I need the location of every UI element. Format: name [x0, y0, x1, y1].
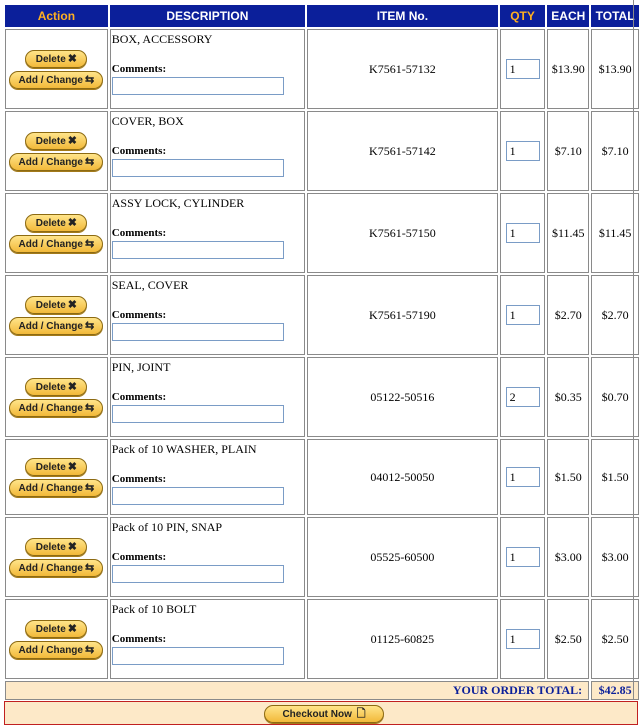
- description-cell: [110, 357, 305, 437]
- quantity-field[interactable]: [506, 629, 540, 649]
- cart-line-item: [5, 599, 639, 679]
- delete-label: Delete: [35, 53, 66, 65]
- comments-label: Comments:: [111, 551, 167, 563]
- comment-field[interactable]: [112, 323, 284, 341]
- description-cell: [110, 439, 305, 515]
- cart-line-item: [5, 193, 639, 273]
- comment-field[interactable]: [112, 241, 284, 259]
- comments-label: Comments:: [111, 309, 167, 321]
- add-change-button[interactable]: [9, 399, 103, 417]
- delete-button[interactable]: [25, 538, 87, 556]
- item-number: 05122-50516: [307, 357, 498, 437]
- action-cell: [5, 29, 108, 109]
- line-total: $2.50: [591, 599, 639, 679]
- item-description: PIN, JOINT: [111, 360, 171, 374]
- quantity-field[interactable]: [506, 223, 540, 243]
- comment-field[interactable]: [112, 647, 284, 665]
- cart-line-item: [5, 29, 639, 109]
- line-total: $7.10: [591, 111, 639, 191]
- cart-line-item: [5, 111, 639, 191]
- x-icon: ✖: [67, 298, 77, 311]
- cart-line-item: [5, 357, 639, 437]
- comments-label: Comments:: [111, 145, 167, 157]
- add-change-label: Add / Change: [18, 74, 83, 86]
- comments-label: Comments:: [111, 227, 167, 239]
- swap-arrows-icon: ⇆: [84, 401, 95, 414]
- action-cell: [5, 439, 108, 515]
- order-total-row: [5, 681, 639, 700]
- delete-button[interactable]: [25, 214, 87, 232]
- checkout-now-label: Checkout Now: [282, 709, 352, 720]
- add-change-button[interactable]: [9, 71, 103, 89]
- add-change-label: Add / Change: [18, 562, 83, 574]
- x-icon: ✖: [67, 460, 77, 473]
- x-icon: ✖: [67, 622, 77, 635]
- delete-label: Delete: [35, 461, 66, 473]
- comment-field[interactable]: [112, 77, 284, 95]
- header-total: TOTAL: [591, 5, 639, 27]
- item-number: 04012-50050: [307, 439, 498, 515]
- document-icon: 🗋: [356, 708, 366, 720]
- swap-arrows-icon: ⇆: [84, 561, 95, 574]
- line-total: $0.70: [591, 357, 639, 437]
- action-cell: [5, 193, 108, 273]
- add-change-label: Add / Change: [18, 402, 83, 414]
- line-total: $13.90: [591, 29, 639, 109]
- item-description: SEAL, COVER: [111, 278, 189, 292]
- qty-cell: [500, 275, 546, 355]
- add-change-button[interactable]: [9, 235, 103, 253]
- item-number: 05525-60500: [307, 517, 498, 597]
- delete-button[interactable]: [25, 50, 87, 68]
- comment-field[interactable]: [112, 565, 284, 583]
- unit-price: $2.50: [547, 599, 589, 679]
- cart-line-item: [5, 439, 639, 515]
- delete-button[interactable]: [25, 378, 87, 396]
- unit-price: $13.90: [547, 29, 589, 109]
- line-total: $11.45: [591, 193, 639, 273]
- header-row: [5, 5, 639, 27]
- line-total: $1.50: [591, 439, 639, 515]
- qty-cell: [500, 517, 546, 597]
- unit-price: $7.10: [547, 111, 589, 191]
- item-number: K7561-57190: [307, 275, 498, 355]
- description-cell: [110, 517, 305, 597]
- swap-arrows-icon: ⇆: [84, 155, 95, 168]
- add-change-button[interactable]: [9, 479, 103, 497]
- add-change-label: Add / Change: [18, 320, 83, 332]
- comments-label: Comments:: [111, 633, 167, 645]
- line-total: $3.00: [591, 517, 639, 597]
- header-item-no: ITEM No.: [307, 5, 498, 27]
- item-number: K7561-57150: [307, 193, 498, 273]
- item-description: Pack of 10 PIN, SNAP: [111, 520, 223, 534]
- header-description: DESCRIPTION: [110, 5, 305, 27]
- unit-price: $11.45: [547, 193, 589, 273]
- description-cell: [110, 599, 305, 679]
- unit-price: $1.50: [547, 439, 589, 515]
- description-cell: [110, 29, 305, 109]
- header-qty: QTY: [500, 5, 546, 27]
- comment-field[interactable]: [112, 159, 284, 177]
- qty-cell: [500, 29, 546, 109]
- quantity-field[interactable]: [506, 387, 540, 407]
- delete-label: Delete: [35, 135, 66, 147]
- unit-price: $0.35: [547, 357, 589, 437]
- delete-button[interactable]: [25, 132, 87, 150]
- header-action: Action: [5, 5, 108, 27]
- comment-field[interactable]: [112, 487, 284, 505]
- x-icon: ✖: [67, 216, 77, 229]
- x-icon: ✖: [67, 52, 77, 65]
- action-cell: [5, 599, 108, 679]
- item-number: K7561-57142: [307, 111, 498, 191]
- unit-price: $3.00: [547, 517, 589, 597]
- delete-label: Delete: [35, 541, 66, 553]
- qty-cell: [500, 599, 546, 679]
- item-number: 01125-60825: [307, 599, 498, 679]
- add-change-button[interactable]: [9, 153, 103, 171]
- delete-label: Delete: [35, 623, 66, 635]
- delete-button[interactable]: [25, 620, 87, 638]
- action-cell: [5, 111, 108, 191]
- order-total-value: $42.85: [591, 681, 639, 700]
- cart-line-item: [5, 517, 639, 597]
- description-cell: [110, 111, 305, 191]
- comments-label: Comments:: [111, 473, 167, 485]
- quantity-field[interactable]: [506, 141, 540, 161]
- table-right-border: [633, 0, 641, 700]
- x-icon: ✖: [67, 380, 77, 393]
- x-icon: ✖: [67, 134, 77, 147]
- quantity-field[interactable]: [506, 547, 540, 567]
- add-change-label: Add / Change: [18, 156, 83, 168]
- delete-button[interactable]: [25, 296, 87, 314]
- swap-arrows-icon: ⇆: [84, 481, 95, 494]
- description-cell: [110, 193, 305, 273]
- unit-price: $2.70: [547, 275, 589, 355]
- item-description: ASSY LOCK, CYLINDER: [111, 196, 245, 210]
- x-icon: ✖: [67, 540, 77, 553]
- item-description: BOX, ACCESSORY: [111, 32, 213, 46]
- swap-arrows-icon: ⇆: [84, 73, 95, 86]
- description-cell: [110, 275, 305, 355]
- delete-label: Delete: [35, 381, 66, 393]
- delete-button[interactable]: [25, 458, 87, 476]
- add-change-button[interactable]: [9, 559, 103, 577]
- swap-arrows-icon: ⇆: [84, 237, 95, 250]
- action-cell: [5, 517, 108, 597]
- add-change-button[interactable]: [9, 317, 103, 335]
- swap-arrows-icon: ⇆: [84, 319, 95, 332]
- qty-cell: [500, 193, 546, 273]
- checkout-bar: [4, 701, 638, 725]
- checkout-now-button[interactable]: [264, 705, 384, 723]
- header-each: EACH: [547, 5, 589, 27]
- quantity-field[interactable]: [506, 59, 540, 79]
- add-change-label: Add / Change: [18, 238, 83, 250]
- comment-field[interactable]: [112, 405, 284, 423]
- comments-label: Comments:: [111, 63, 167, 75]
- add-change-button[interactable]: [9, 641, 103, 659]
- add-change-label: Add / Change: [18, 644, 83, 656]
- cart-line-item: [5, 275, 639, 355]
- qty-cell: [500, 111, 546, 191]
- item-description: COVER, BOX: [111, 114, 184, 128]
- delete-label: Delete: [35, 299, 66, 311]
- line-total: $2.70: [591, 275, 639, 355]
- item-description: Pack of 10 BOLT: [111, 602, 197, 616]
- swap-arrows-icon: ⇆: [84, 643, 95, 656]
- delete-label: Delete: [35, 217, 66, 229]
- cart-table: [3, 3, 641, 702]
- action-cell: [5, 357, 108, 437]
- qty-cell: [500, 439, 546, 515]
- action-cell: [5, 275, 108, 355]
- order-total-label: YOUR ORDER TOTAL:: [5, 681, 589, 700]
- item-description: Pack of 10 WASHER, PLAIN: [111, 442, 257, 456]
- comments-label: Comments:: [111, 391, 167, 403]
- qty-cell: [500, 357, 546, 437]
- quantity-field[interactable]: [506, 467, 540, 487]
- quantity-field[interactable]: [506, 305, 540, 325]
- item-number: K7561-57132: [307, 29, 498, 109]
- add-change-label: Add / Change: [18, 482, 83, 494]
